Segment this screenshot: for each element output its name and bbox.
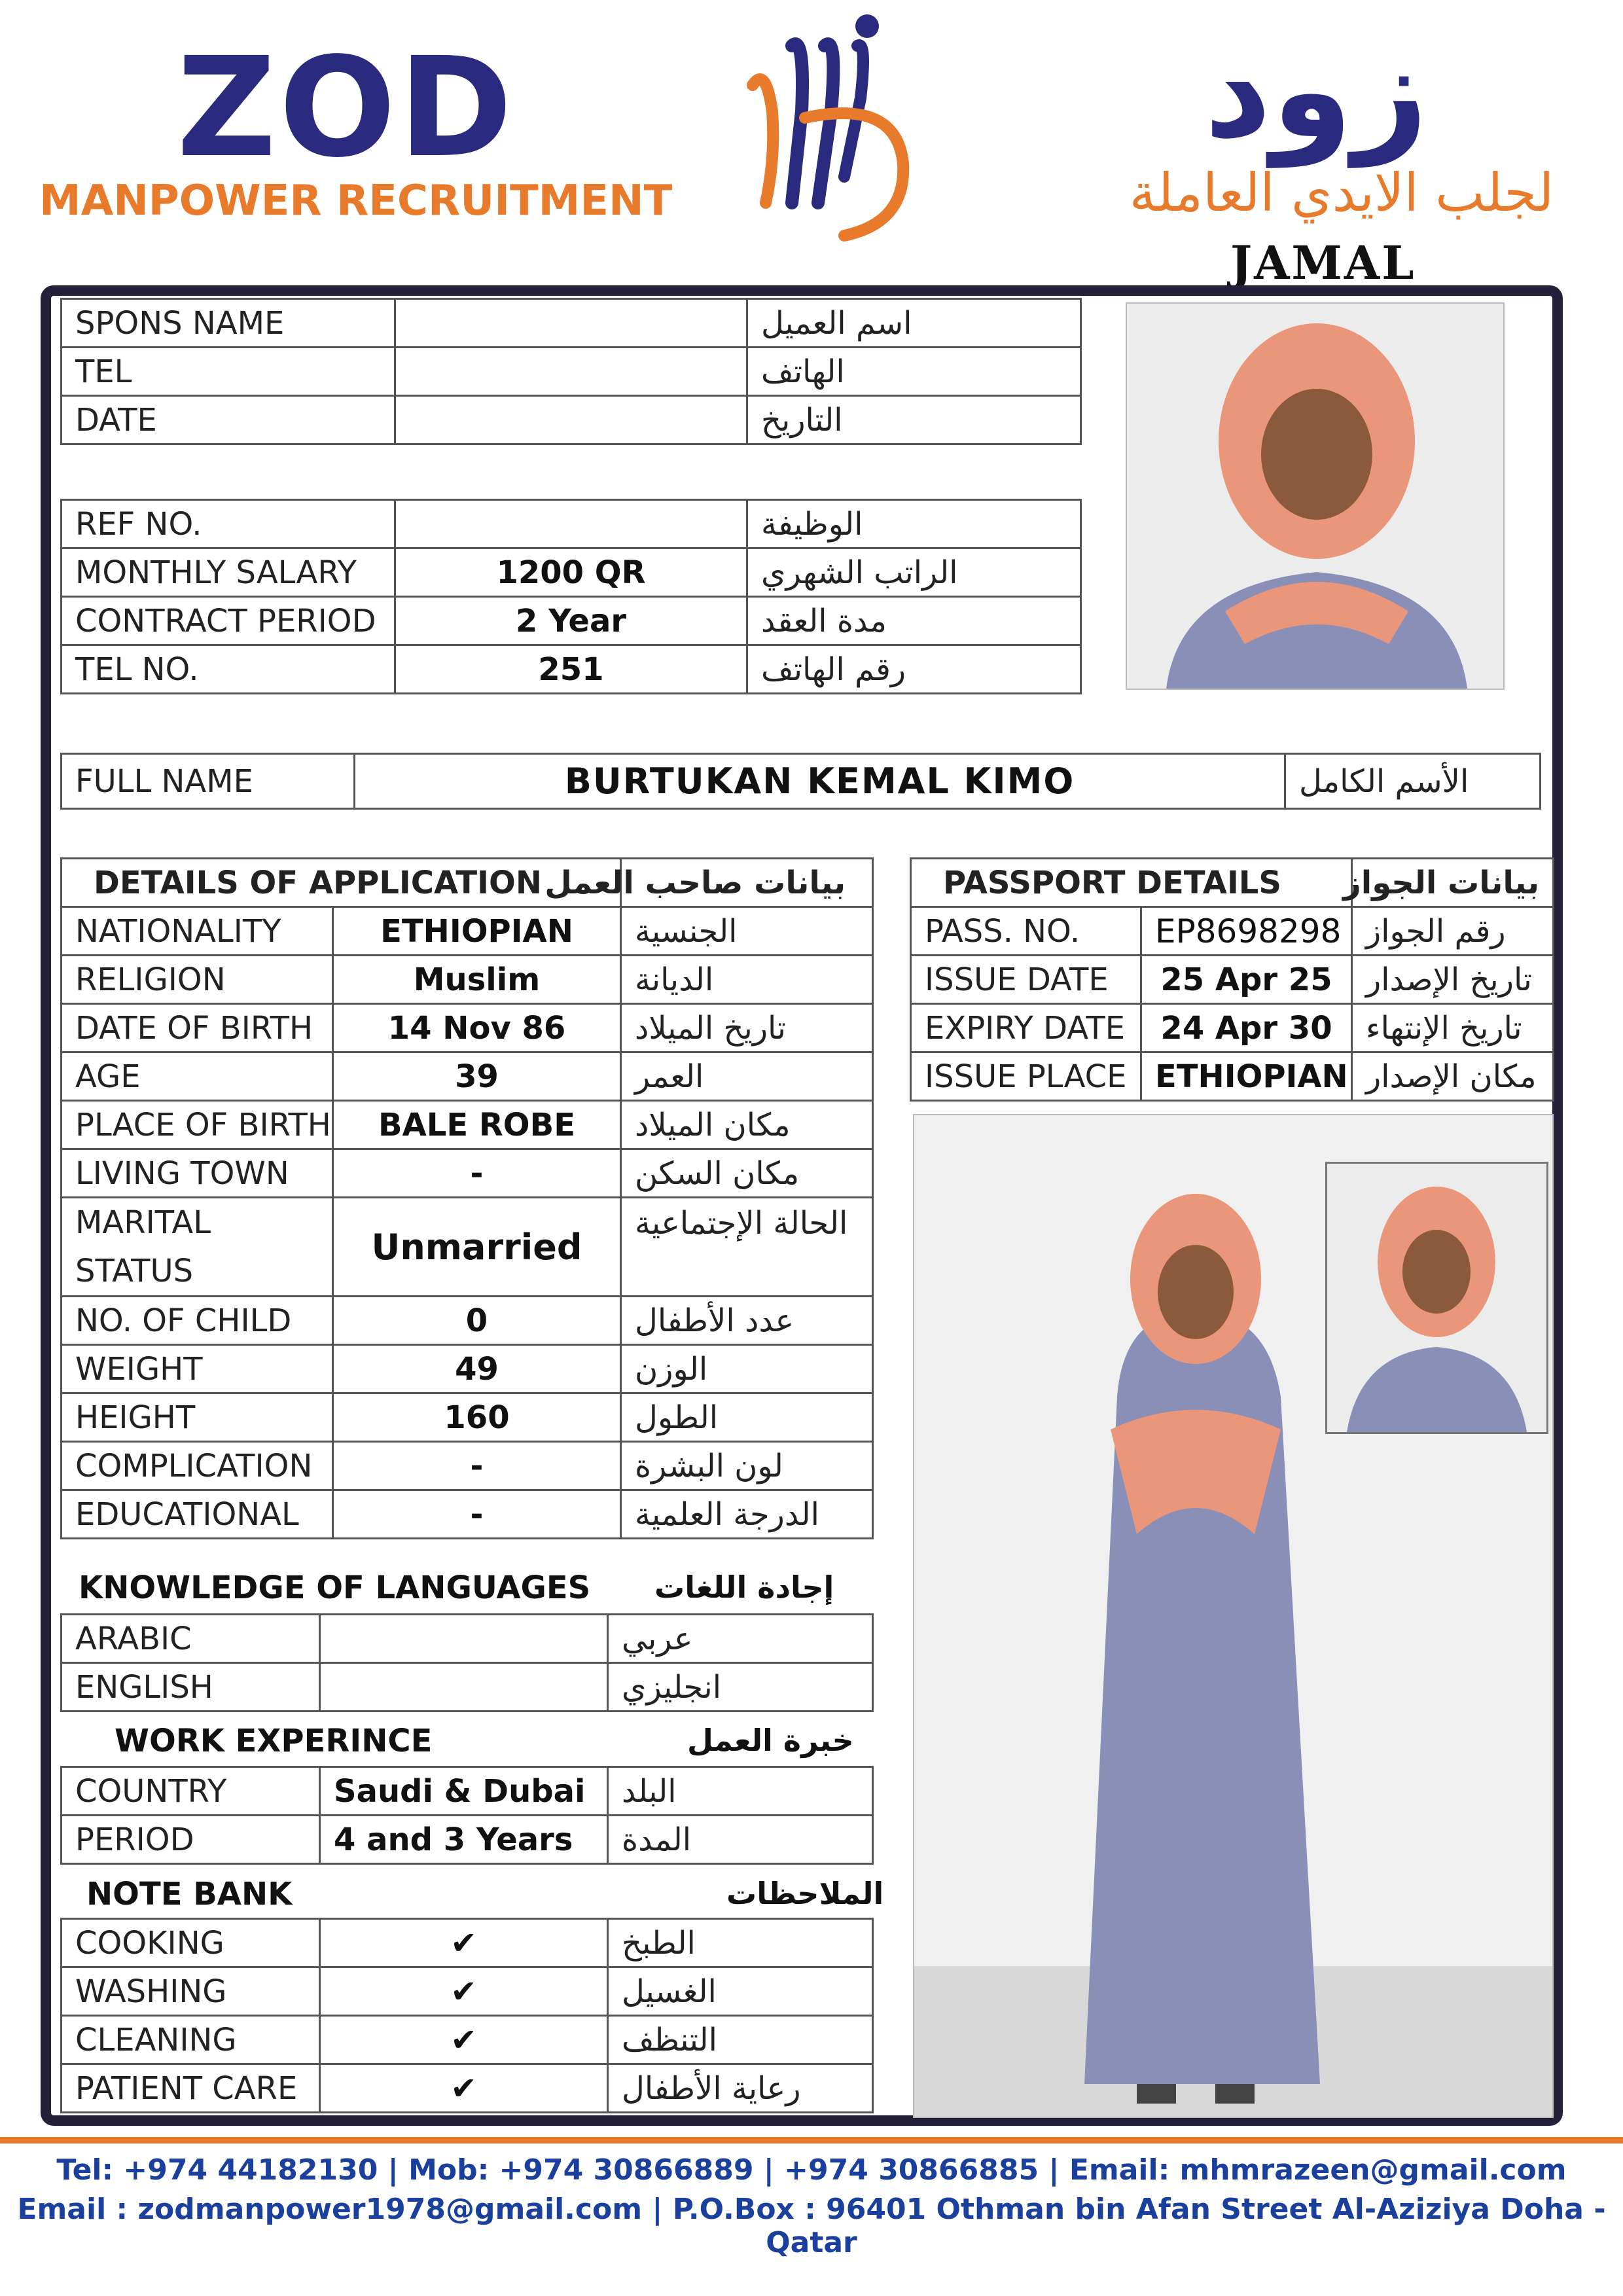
table-row [62,500,1081,548]
check-icon: ✔ [320,2064,608,2113]
brand-logo-arabic: زود [1204,15,1429,168]
label-period: PERIOD [62,1816,320,1864]
label-tel-no-ar: رقم الهاتف [747,645,1081,694]
value-expiry-date: 24 Apr 30 [1141,1004,1352,1052]
label-issue-place: ISSUE PLACE [911,1052,1141,1101]
value-date-of-birth: 14 Nov 86 [333,1004,621,1052]
label-place-of-birth-ar: مكان الميلاد [621,1101,873,1149]
label-age: AGE [62,1052,333,1101]
label-period-ar: المدة [608,1816,873,1864]
table-row [62,1052,873,1101]
label-living-town: LIVING TOWN [62,1149,333,1198]
value-issue-place: ETHIOPIAN [1141,1052,1352,1101]
label-washing: WASHING [62,1967,320,2016]
table-row [911,1052,1554,1101]
value-pass-no: EP8698298 [1141,907,1352,956]
table-row [62,1101,873,1149]
label-religion: RELIGION [62,956,333,1004]
experience-title-ar: خبرة العمل [687,1723,854,1758]
table-row [62,754,1541,809]
value-contract-period: 2 Year [395,597,747,645]
label-expiry-date-ar: تاريخ الإنتهاء [1352,1004,1554,1052]
value-period: 4 and 3 Years [320,1816,608,1864]
label-country-ar: البلد [608,1767,873,1816]
value-place-of-birth: BALE ROBE [333,1101,621,1149]
application-table [60,857,874,1539]
label-date-ar: التاريخ [747,396,1081,444]
application-title-ar: بيانات صاحب العمل [621,859,873,907]
table-row [62,645,1081,694]
value-height: 160 [333,1393,621,1442]
full-name-table [60,753,1541,810]
label-washing-ar: الغسيل [608,1967,873,2016]
table-row [62,597,1081,645]
label-issue-place-ar: مكان الإصدار [1352,1052,1554,1101]
value-date [395,396,747,444]
label-educational: EDUCATIONAL [62,1490,333,1539]
table-row [62,1297,873,1345]
brand-subtitle: MANPOWER RECRUITMENT [39,177,673,225]
label-sponsor-name: SPONS NAME [62,299,395,348]
label-monthly-salary-ar: الراتب الشهري [747,548,1081,597]
label-patient-care: PATIENT CARE [62,2064,320,2113]
label-full-name-ar: الأسم الكامل [1285,754,1541,809]
table-row [62,548,1081,597]
table-row [62,1198,873,1297]
footer-contact-line-2: Email : zodmanpower1978@gmail.com | P.O.Box : 96401 Othman bin Afan Street Al-Aziziya Doha - Qatar [17,2193,1606,2259]
label-date: DATE [62,396,395,444]
label-date-of-birth-ar: تاريخ الميلاد [621,1004,873,1052]
label-cleaning: CLEANING [62,2016,320,2064]
footer-contact-line-1: Tel: +974 44182130 | Mob: +974 30866889 | +974 30866885 | Email: mhmrazeen@gmail.com [56,2153,1567,2187]
table-row [911,956,1554,1004]
company-logo-icon [726,7,936,255]
label-living-town-ar: مكان السكن [621,1149,873,1198]
table-row [62,1615,873,1663]
value-full-name: BURTUKAN KEMAL KIMO [355,754,1285,809]
label-country: COUNTRY [62,1767,320,1816]
table-row [62,299,1081,348]
portrait-photo [1126,302,1505,690]
label-tel: TEL [62,348,395,396]
label-tel-no: TEL NO. [62,645,395,694]
label-educational-ar: الدرجة العلمية [621,1490,873,1539]
value-complication: - [333,1442,621,1490]
table-row [62,1967,873,2016]
value-ref-no [395,500,747,548]
check-icon: ✔ [320,2016,608,2064]
label-english-ar: انجليزي [608,1663,873,1712]
label-pass-no-ar: رقم الجواز [1352,907,1554,956]
value-sponsor-name [395,299,747,348]
table-row [62,1442,873,1490]
label-height: HEIGHT [62,1393,333,1442]
languages-table [60,1613,874,1712]
experience-table [60,1766,874,1865]
check-icon: ✔ [320,1919,608,1967]
passport-title: PASSPORT DETAILS [911,859,1352,907]
label-cooking-ar: الطبخ [608,1919,873,1967]
label-issue-date: ISSUE DATE [911,956,1141,1004]
table-row [62,1490,873,1539]
value-issue-date: 25 Apr 25 [1141,956,1352,1004]
label-religion-ar: الديانة [621,956,873,1004]
label-contract-period-ar: مدة العقد [747,597,1081,645]
job-table [60,499,1082,694]
notes-title: NOTE BANK [86,1876,293,1912]
table-row [62,396,1081,444]
footer-divider [0,2137,1623,2144]
value-arabic [320,1615,608,1663]
label-no-of-child-ar: عدد الأطفال [621,1297,873,1345]
table-row [62,859,873,907]
label-expiry-date: EXPIRY DATE [911,1004,1141,1052]
table-row [62,1149,873,1198]
label-complication: COMPLICATION [62,1442,333,1490]
table-row [62,2016,873,2064]
label-height-ar: الطول [621,1393,873,1442]
label-ref-no-ar: الوظيفة [747,500,1081,548]
value-religion: Muslim [333,956,621,1004]
label-arabic: ARABIC [62,1615,320,1663]
label-date-of-birth: DATE OF BIRTH [62,1004,333,1052]
label-contract-period: CONTRACT PERIOD [62,597,395,645]
value-english [320,1663,608,1712]
value-weight: 49 [333,1345,621,1393]
label-arabic-ar: عربي [608,1615,873,1663]
label-issue-date-ar: تاريخ الإصدار [1352,956,1554,1004]
notes-title-ar: الملاحظات [726,1876,884,1911]
sponsor-table [60,298,1082,445]
table-row [62,2064,873,2113]
value-educational: - [333,1490,621,1539]
label-marital: MARITAL [75,1204,211,1241]
table-row [62,1004,873,1052]
languages-title-ar: إجادة اللغات [654,1570,834,1605]
label-ref-no: REF NO. [62,500,395,548]
label-place-of-birth: PLACE OF BIRTH [62,1101,333,1149]
label-status: STATUS [75,1253,194,1289]
table-row [911,907,1554,956]
experience-title: WORK EXPERINCE [115,1723,433,1759]
passport-title-ar: بيانات الجواز [1352,859,1554,907]
table-row [62,1816,873,1864]
label-nationality-ar: الجنسية [621,907,873,956]
value-marital-status: Unmarried [333,1198,621,1297]
table-row [62,1919,873,1967]
check-icon: ✔ [320,1967,608,2016]
label-cooking: COOKING [62,1919,320,1967]
label-marital-status-ar: الحالة الإجتماعية [621,1198,873,1297]
table-row [62,1767,873,1816]
label-no-of-child: NO. OF CHILD [62,1297,333,1345]
passport-size-photo [1325,1162,1548,1434]
value-monthly-salary: 1200 QR [395,548,747,597]
label-full-name: FULL NAME [62,754,355,809]
label-english: ENGLISH [62,1663,320,1712]
table-row [62,1393,873,1442]
table-row [911,1004,1554,1052]
label-monthly-salary: MONTHLY SALARY [62,548,395,597]
value-no-of-child: 0 [333,1297,621,1345]
table-row [62,1345,873,1393]
label-nationality: NATIONALITY [62,907,333,956]
passport-table [910,857,1554,1102]
value-age: 39 [333,1052,621,1101]
label-weight: WEIGHT [62,1345,333,1393]
value-country: Saudi & Dubai [320,1767,608,1816]
brand-subtitle-arabic: لجلب الايدي العاملة [1129,162,1554,223]
label-pass-no: PASS. NO. [911,907,1141,956]
table-row [62,956,873,1004]
agent-name: JAMAL [1230,236,1416,290]
label-sponsor-name-ar: اسم العميل [747,299,1081,348]
table-row [62,348,1081,396]
label-marital-status [62,1198,333,1297]
label-tel-ar: الهاتف [747,348,1081,396]
label-weight-ar: الوزن [621,1345,873,1393]
value-living-town: - [333,1149,621,1198]
brand-logo-text: ZOD [177,27,516,188]
value-nationality: ETHIOPIAN [333,907,621,956]
value-tel-no: 251 [395,645,747,694]
table-row [62,1663,873,1712]
label-patient-care-ar: رعاية الأطفال [608,2064,873,2113]
table-row [62,907,873,956]
label-age-ar: العمر [621,1052,873,1101]
label-cleaning-ar: التنظف [608,2016,873,2064]
label-complication-ar: لون البشرة [621,1442,873,1490]
notes-table [60,1918,874,2113]
value-tel [395,348,747,396]
table-row [911,859,1554,907]
languages-title: KNOWLEDGE OF LANGUAGES [79,1570,591,1606]
application-title: DETAILS OF APPLICATION [62,859,621,907]
